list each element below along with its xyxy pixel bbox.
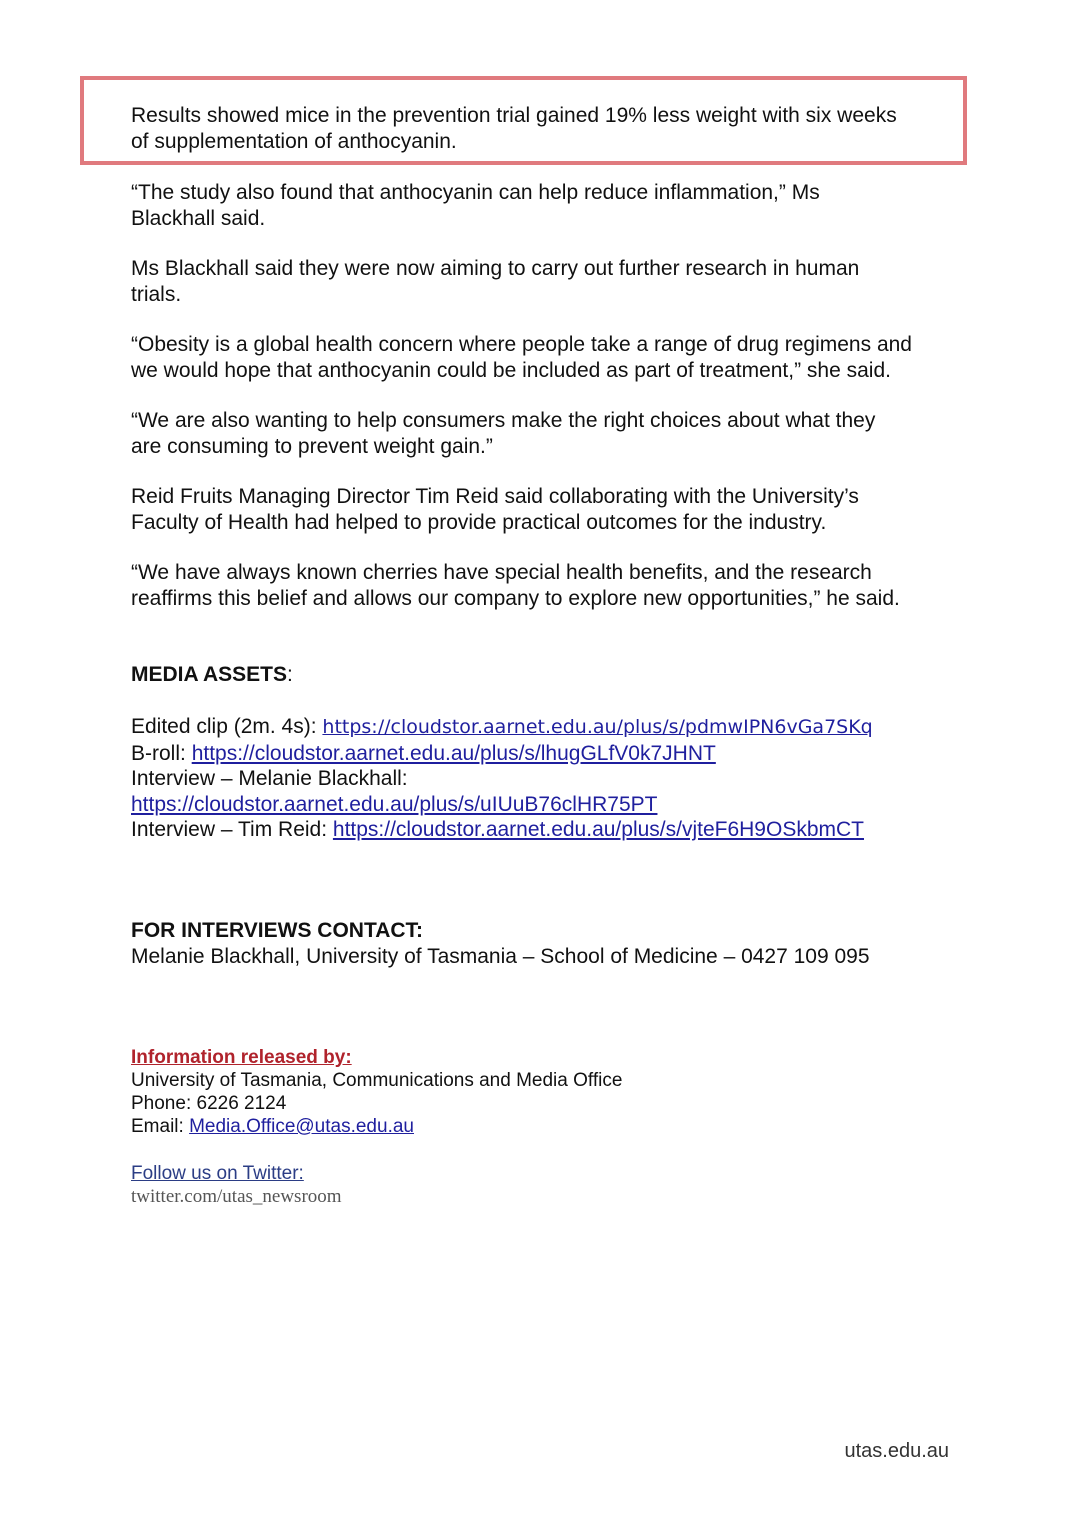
contact-details: Melanie Blackhall, University of Tasmania – School of Medicine – 0427 109 095 (131, 944, 870, 968)
paragraph-2-line-1: Ms Blackhall said they were now aiming to carry out further research in human (131, 257, 860, 280)
interview-tr-label: Interview – Tim Reid: (131, 818, 333, 841)
edited-clip-row (131, 714, 961, 741)
paragraph-6-line-2: reaffirms this belief and allows our company to explore new opportunities,” he said. (131, 586, 900, 610)
contact-section (131, 918, 961, 969)
release-email-row (131, 1115, 961, 1138)
broll-row (131, 741, 961, 767)
highlight-text (131, 103, 961, 154)
edited-clip-label: Edited clip (2m. 4s): (131, 715, 323, 738)
release-org: University of Tasmania, Communications and Media Office (131, 1070, 623, 1091)
paragraph-3-line-1: “Obesity is a global health concern where people take a range of drug regimens and (131, 333, 912, 356)
paragraph-1-line-2: Blackhall said. (131, 206, 266, 230)
twitter-section (131, 1162, 961, 1208)
paragraph-5-line-2: Faculty of Health had helped to provide practical outcomes for the industry. (131, 510, 827, 534)
paragraph-6 (131, 560, 961, 611)
paragraph-5-line-1: Reid Fruits Managing Director Tim Reid said collaborating with the University’s (131, 485, 859, 508)
interview-mb-link-row (131, 792, 961, 818)
paragraph-1-line-1: “The study also found that anthocyanin can help reduce inflammation,” Ms (131, 181, 820, 204)
contact-heading: FOR INTERVIEWS CONTACT: (131, 919, 424, 942)
media-assets-list (131, 714, 961, 843)
interview-tr-link[interactable]: https://cloudstor.aarnet.edu.au/plus/s/vjteF6H9OSkbmCT (332, 818, 864, 841)
media-assets-title: MEDIA ASSETS (131, 663, 287, 686)
release-phone: Phone: 6226 2124 (131, 1093, 287, 1114)
paragraph-2-line-2: trials. (131, 282, 182, 306)
paragraph-4 (131, 408, 961, 459)
interview-mb-row (131, 766, 961, 792)
release-label: Information released by: (131, 1047, 352, 1068)
paragraph-5 (131, 484, 961, 535)
paragraph-4-line-2: are consuming to prevent weight gain.” (131, 434, 493, 458)
interview-mb-link[interactable]: https://cloudstor.aarnet.edu.au/plus/s/uIUuB76clHR75PT (131, 792, 658, 816)
twitter-handle: twitter.com/utas_newsroom (131, 1186, 342, 1207)
paragraph-4-line-1: “We are also wanting to help consumers make the right choices about what they (131, 409, 876, 432)
twitter-link[interactable]: Follow us on Twitter: (131, 1163, 304, 1184)
interview-tr-row (131, 817, 961, 843)
paragraph-1 (131, 180, 961, 231)
release-section (131, 1046, 961, 1138)
broll-link[interactable]: https://cloudstor.aarnet.edu.au/plus/s/lhugGLfV0k7JHNT (191, 741, 716, 765)
interview-mb-label: Interview – Melanie Blackhall: (131, 767, 408, 790)
paragraph-6-line-1: “We have always known cherries have special health benefits, and the research (131, 561, 872, 584)
release-email-label: Email: (131, 1116, 190, 1137)
paragraph-3-line-2: we would hope that anthocyanin could be included as part of treatment,” she said. (131, 358, 891, 382)
edited-clip-link[interactable]: https://cloudstor.aarnet.edu.au/plus/s/pdmwIPN6vGa7SKq (322, 716, 873, 738)
paragraph-3 (131, 332, 961, 383)
footer-site-url: utas.edu.au (844, 1440, 949, 1462)
highlight-line-2: of supplementation of anthocyanin. (131, 129, 457, 153)
broll-label: B-roll: (131, 741, 192, 765)
paragraph-2 (131, 256, 961, 307)
highlight-line-1: Results showed mice in the prevention trial gained 19% less weight with six weeks (131, 104, 897, 127)
media-assets-heading (131, 662, 961, 688)
media-assets-colon: : (286, 663, 293, 686)
release-email-link[interactable]: Media.Office@utas.edu.au (189, 1116, 414, 1137)
